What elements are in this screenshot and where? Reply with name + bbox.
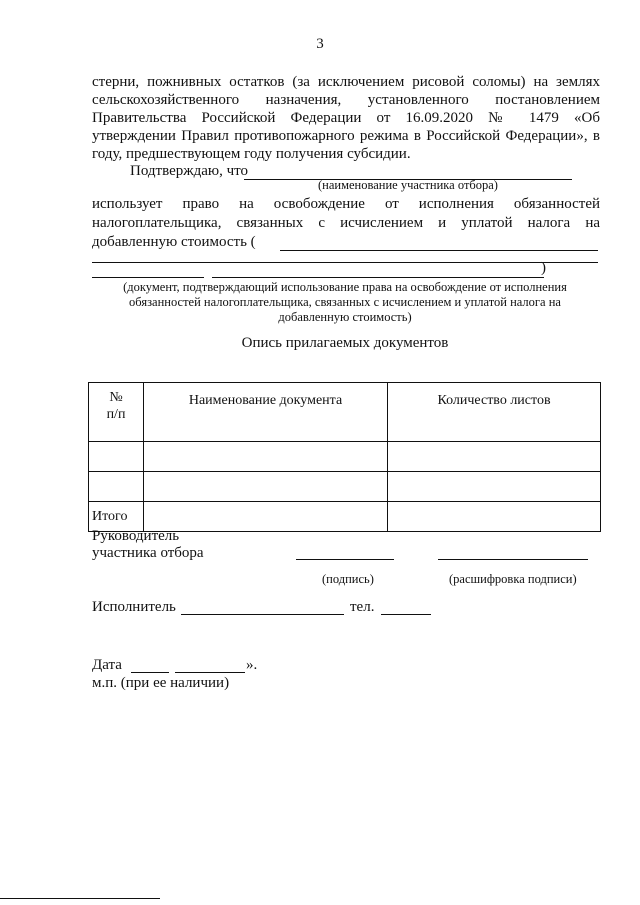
signature-decode-caption: (расшифровка подписи) (449, 572, 577, 586)
seal-note: м.п. (при ее наличии) (92, 675, 230, 691)
table-row (89, 472, 601, 502)
signature-role-line-2: участника отбора (92, 545, 204, 561)
table-cell-number[interactable] (89, 442, 144, 472)
table-cell-number[interactable] (89, 472, 144, 502)
paragraph-line-5: году, предшествующем году получения субсидии. (92, 146, 411, 162)
paragraph-line-3: Правительства Российской Федерации от 16.09.2020 № 1479 «Об (92, 110, 600, 126)
exemption-line-2: налогоплательщика, связанных с исчислением и уплатой налога на (92, 215, 600, 231)
header-number-line-2: п/п (106, 407, 126, 422)
phone-field[interactable] (381, 614, 431, 615)
exemption-line-1: использует право на освобождение от исполнения обязанностей (92, 196, 600, 212)
table-cell-name[interactable] (144, 442, 388, 472)
exemption-line-3: добавленную стоимость ( (92, 234, 256, 250)
table-header-row (89, 383, 601, 442)
date-suffix: ». (246, 657, 258, 673)
table-total-row (89, 502, 601, 532)
document-caption-line-3: добавленную стоимость) (278, 310, 412, 324)
signature-field[interactable] (296, 559, 394, 560)
document-field-2[interactable] (92, 262, 598, 263)
header-number-line-1: № (109, 390, 123, 405)
inventory-table (88, 382, 601, 532)
total-label: Итого (89, 502, 144, 532)
document-field-1[interactable] (280, 250, 598, 251)
inventory-title: Опись прилагаемых документов (241, 335, 449, 351)
participant-name-caption: (наименование участника отбора) (318, 178, 498, 192)
page-number: 3 (316, 36, 324, 52)
executor-field[interactable] (181, 614, 344, 615)
document-field-3b[interactable] (212, 277, 544, 278)
table-cell-count[interactable] (388, 472, 601, 502)
date-label: Дата (92, 657, 122, 673)
header-number (89, 383, 144, 442)
header-sheet-count: Количество листов (388, 383, 601, 442)
date-day-field[interactable] (131, 672, 169, 673)
document-caption-line-1: (документ, подтверждающий использование права на освобождение от исполнения (123, 280, 567, 294)
signature-caption: (подпись) (322, 572, 374, 586)
document-caption-line-2: обязанностей налогоплательщика, связанных с исчислением и уплатой налога на (129, 295, 561, 309)
total-cell-name[interactable] (144, 502, 388, 532)
table-row (89, 442, 601, 472)
table-cell-name[interactable] (144, 472, 388, 502)
close-paren: ) (541, 260, 546, 276)
paragraph-line-2: сельскохозяйственного назначения, установленного постановлением (92, 92, 600, 108)
header-document-name: Наименование документа (144, 383, 388, 442)
table-cell-count[interactable] (388, 442, 601, 472)
paragraph-line-1: стерни, пожнивных остатков (за исключением рисовой соломы) на землях (92, 74, 600, 90)
total-cell-count[interactable] (388, 502, 601, 532)
date-month-field[interactable] (175, 672, 245, 673)
footnote-rule (0, 898, 160, 899)
confirm-label: Подтверждаю, что (130, 163, 249, 179)
executor-label: Исполнитель (92, 599, 176, 615)
paragraph-line-4: утверждении Правил противопожарного режима в Российской Федерации», в (92, 128, 600, 144)
document-field-3a[interactable] (92, 277, 204, 278)
signature-role-line-1: Руководитель (92, 528, 180, 544)
signature-decode-field[interactable] (438, 559, 588, 560)
phone-label: тел. (350, 599, 375, 615)
